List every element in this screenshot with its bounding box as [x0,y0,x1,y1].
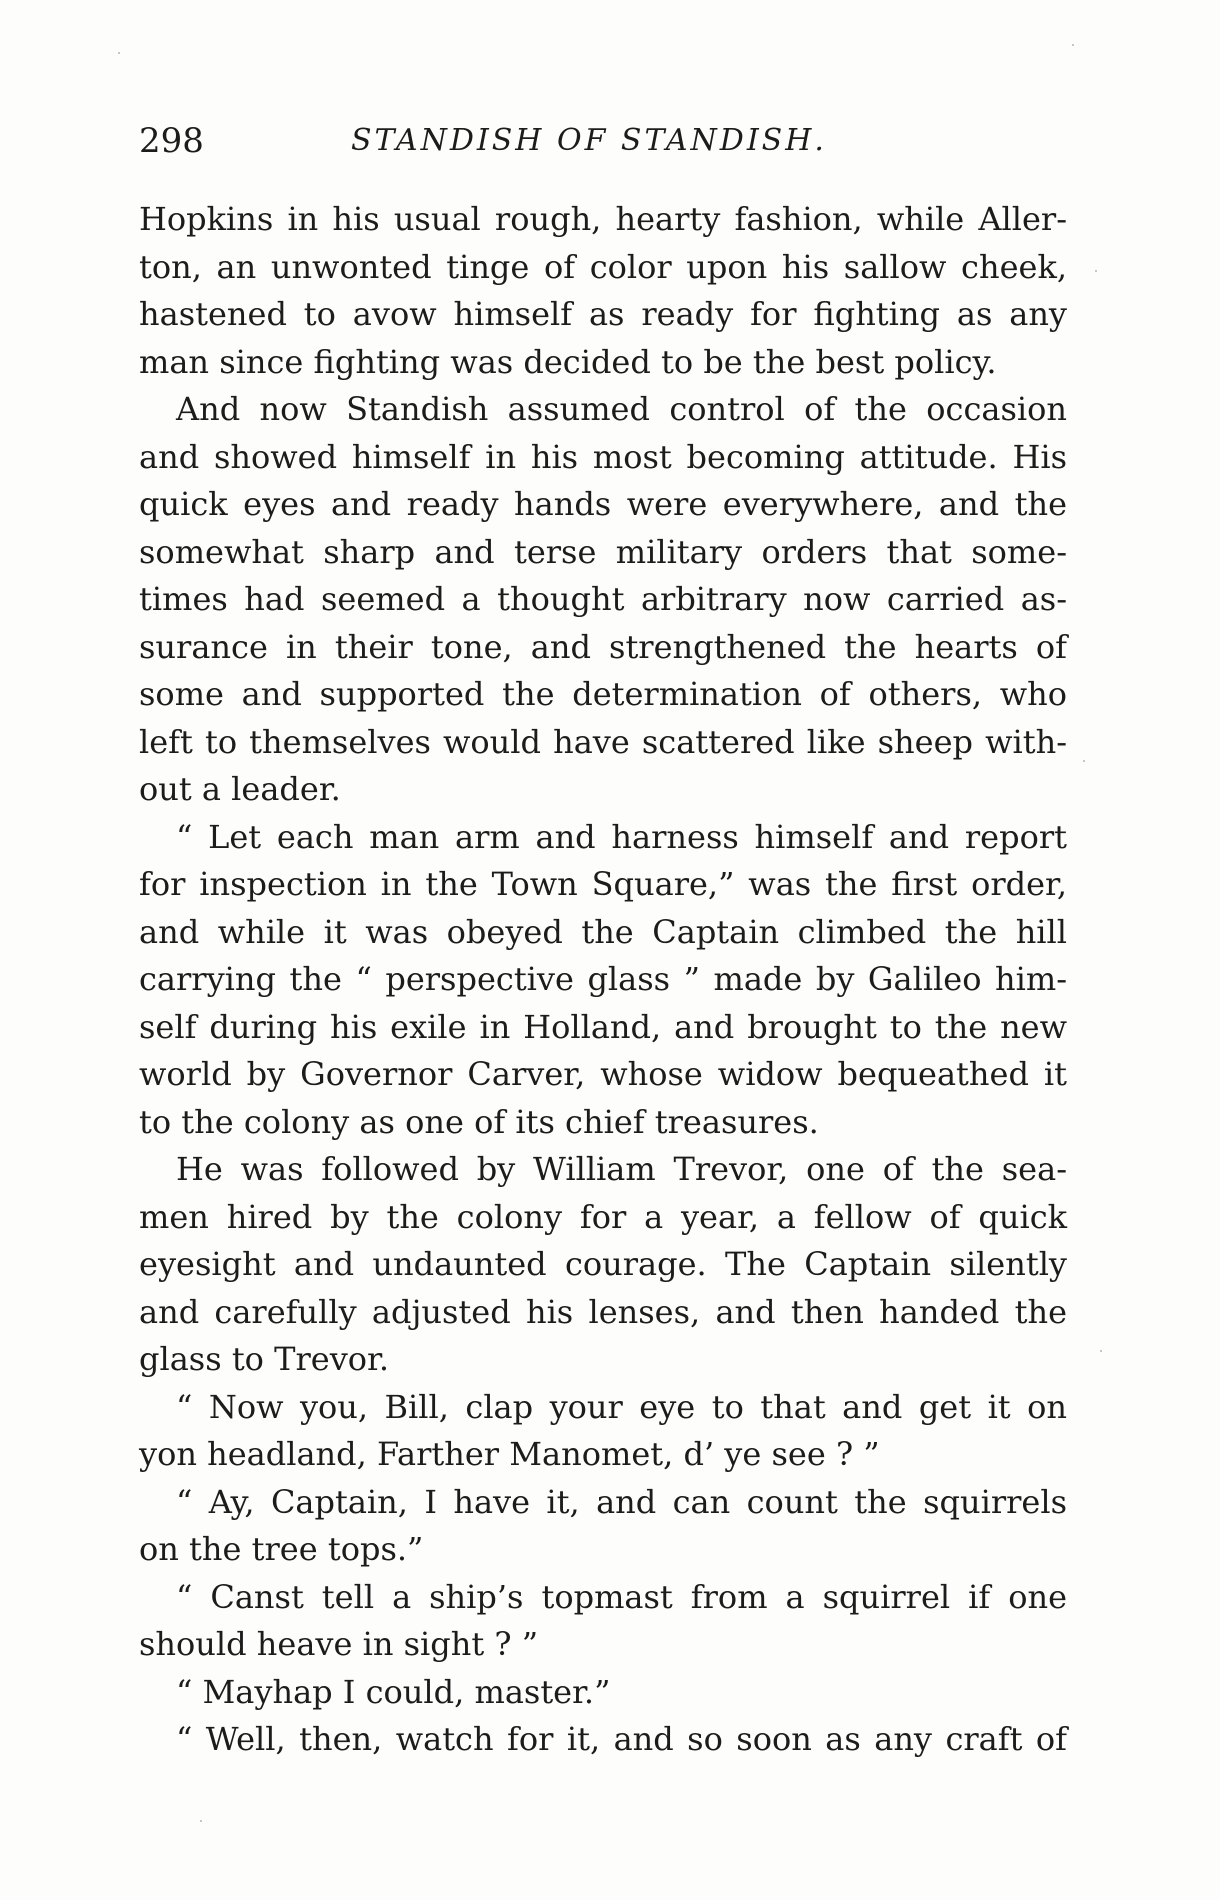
paper-speck [1100,1350,1102,1352]
text-line: “ Canst tell a ship’s topmast from a squirrel if one [176,1577,1067,1616]
body-text [139,196,1067,1764]
paper-speck [1095,270,1097,272]
page-header [139,118,1069,164]
text-line: “ Mayhap I could, master.” [176,1672,611,1711]
text-line: He was followed by William Trevor, one of the sea- [176,1150,1067,1188]
text-line: eyesight and undaunted courage. The Captain silently [139,1245,1067,1283]
text-line: yon headland, Farther Manomet, d’ ye see ? ” [139,1435,880,1473]
text-line: surance in their tone, and strengthened the hearts of [139,627,1067,666]
text-line: and showed himself in his most becoming attitude. His [139,437,1067,476]
paper-speck [200,1820,202,1822]
text-line: world by Governor Carver, whose widow bequeathed it [139,1055,1067,1093]
page-number: 298 [139,121,204,161]
text-line: “ Ay, Captain, I have it, and can count the squirrels [176,1482,1067,1521]
text-line: to the colony as one of its chief treasures. [139,1102,819,1141]
text-line: “ Let each man arm and harness himself and report [176,817,1067,856]
text-line: and carefully adjusted his lenses, and then handed the [139,1292,1067,1331]
text-line: “ Well, then, watch for it, and so soon as any craft of [176,1720,1067,1758]
text-line: times had seemed a thought arbitrary now carried as- [139,580,1067,618]
text-line: And now Standish assumed control of the occasion [176,390,1067,428]
text-line: self during his exile in Holland, and brought to the new [139,1007,1067,1046]
text-line: quick eyes and ready hands were everywhere, and the [139,485,1067,523]
text-line: somewhat sharp and terse military orders that some- [139,532,1067,571]
text-line: out a leader. [139,770,341,808]
text-line: carrying the “ perspective glass ” made by Galileo him- [139,960,1067,998]
text-line: man since fighting was decided to be the best policy. [139,342,997,381]
text-line: “ Now you, Bill, clap your eye to that and get it on [176,1387,1067,1426]
text-line: men hired by the colony for a year, a fellow of quick [139,1197,1067,1236]
running-head: STANDISH OF STANDISH. [351,123,827,158]
text-line: hastened to avow himself as ready for fighting as any [139,295,1067,333]
paper-speck [1072,44,1074,46]
text-line: left to themselves would have scattered like sheep with- [139,722,1067,761]
text-line: ton, an unwonted tinge of color upon his sallow cheek, [139,247,1067,286]
text-line: and while it was obeyed the Captain climbed the hill [139,912,1067,951]
text-line: should heave in sight ? ” [139,1625,539,1663]
text-line: glass to Trevor. [139,1340,389,1378]
text-line: for inspection in the Town Square,” was the first order, [139,865,1067,903]
text-line: Hopkins in his usual rough, hearty fashion, while Aller- [139,200,1067,238]
text-line: on the tree tops.” [139,1530,424,1568]
paper-speck [1083,760,1085,762]
paper-speck [118,52,120,54]
text-line: some and supported the determination of others, who [139,675,1067,713]
